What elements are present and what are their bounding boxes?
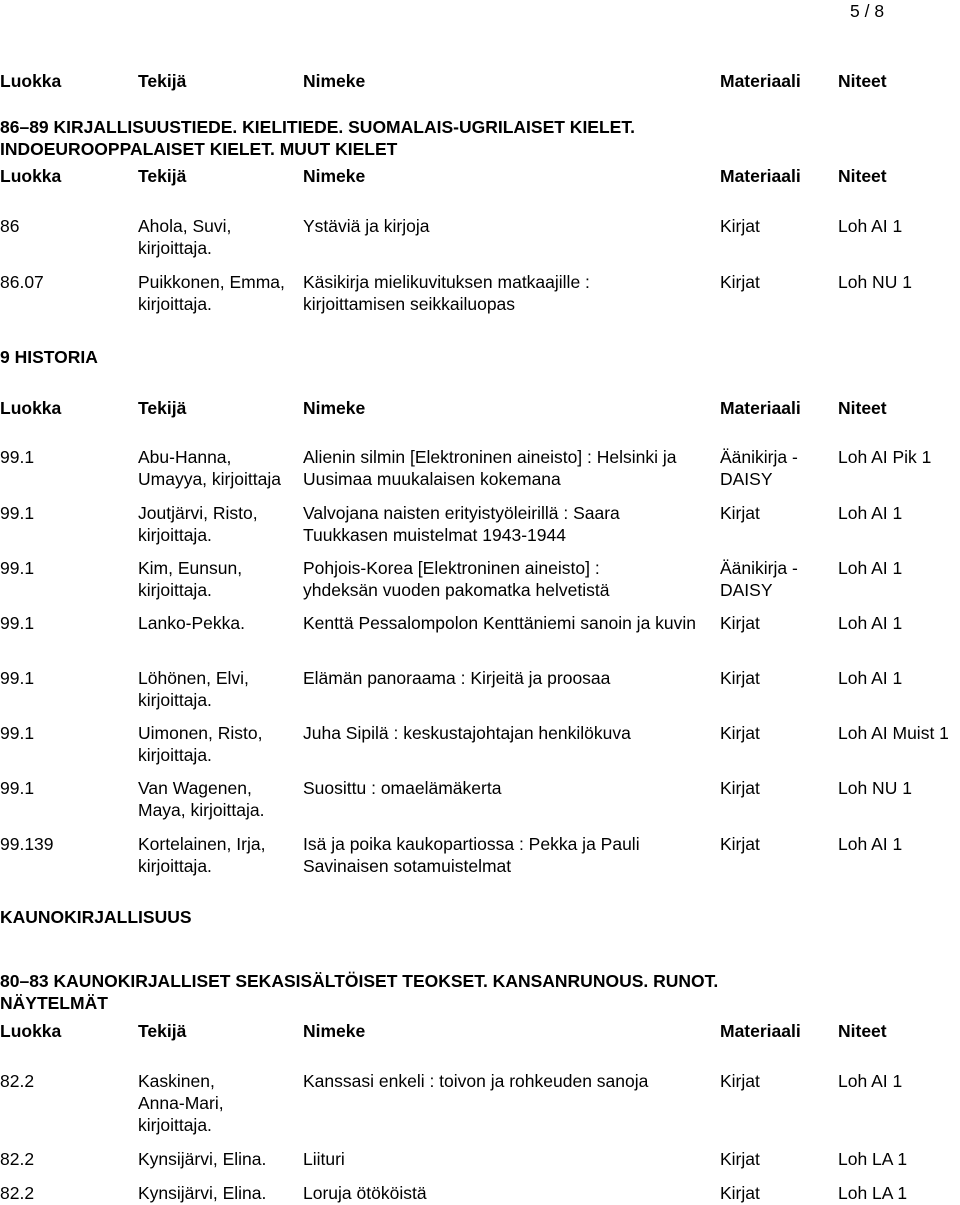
header-materiaali: Materiaali [720, 1021, 801, 1041]
header-nimeke: Nimeke [303, 166, 366, 186]
cell-materiaali: Kirjat [720, 1149, 760, 1169]
cell-materiaali: Kirjat [720, 668, 760, 688]
header-tekija: Tekijä [138, 166, 187, 186]
page-number: 5 / 8 [850, 1, 885, 21]
cell-niteet: Loh NU 1 [838, 272, 912, 292]
cell-tekija: Kaskinen, Anna-Mari, kirjoittaja. [138, 1071, 224, 1135]
cell-luokka: 86 [0, 216, 20, 236]
cell-materiaali: Kirjat [720, 613, 760, 633]
cell-nimeke: Liituri [303, 1149, 345, 1169]
header-nimeke: Nimeke [303, 398, 366, 418]
header-tekija: Tekijä [138, 1021, 187, 1041]
cell-materiaali: Kirjat [720, 778, 760, 798]
cell-tekija: Kortelainen, Irja, kirjoittaja. [138, 834, 266, 876]
cell-tekija: Löhönen, Elvi, kirjoittaja. [138, 668, 249, 710]
cell-luokka: 82.2 [0, 1149, 35, 1169]
cell-tekija: Uimonen, Risto, kirjoittaja. [138, 723, 263, 765]
cell-luokka: 99.1 [0, 723, 35, 743]
cell-niteet: Loh AI Muist 1 [838, 723, 949, 743]
cell-nimeke: Pohjois-Korea [Elektroninen aineisto] : yhdeksän vuoden pakomatka helvetistä [303, 558, 610, 600]
header-niteet: Niteet [838, 166, 887, 186]
header-niteet: Niteet [838, 71, 887, 91]
cell-tekija: Lanko-Pekka. [138, 613, 246, 633]
cell-tekija: Kynsijärvi, Elina. [138, 1183, 267, 1203]
cell-niteet: Loh NU 1 [838, 778, 912, 798]
cell-tekija: Kim, Eunsun, kirjoittaja. [138, 558, 243, 600]
cell-tekija: Joutjärvi, Risto, kirjoittaja. [138, 503, 258, 545]
cell-niteet: Loh AI 1 [838, 216, 903, 236]
cell-materiaali: Äänikirja - DAISY [720, 558, 798, 600]
cell-nimeke: Juha Sipilä : keskustajohtajan henkilökuva [303, 723, 631, 743]
cell-luokka: 99.1 [0, 447, 35, 467]
header-luokka: Luokka [0, 1021, 62, 1041]
cell-luokka: 86.07 [0, 272, 44, 292]
cell-nimeke: Käsikirja mielikuvituksen matkaajille : kirjoittamisen seikkailuopas [303, 272, 590, 314]
header-niteet: Niteet [838, 398, 887, 418]
cell-nimeke: Loruja ötököistä [303, 1183, 427, 1203]
header-tekija: Tekijä [138, 398, 187, 418]
table-header [0, 397, 960, 421]
cell-luokka: 82.2 [0, 1071, 35, 1091]
cell-luokka: 99.139 [0, 834, 54, 854]
cell-materiaali: Kirjat [720, 272, 760, 292]
cell-nimeke: Alienin silmin [Elektroninen aineisto] : Helsinki ja Uusimaa muukalaisen kokemana [303, 447, 677, 489]
header-tekija: Tekijä [138, 71, 187, 91]
cell-nimeke: Kanssasi enkeli : toivon ja rohkeuden sanoja [303, 1071, 649, 1091]
cell-tekija: Ahola, Suvi, kirjoittaja. [138, 216, 232, 258]
cell-nimeke: Elämän panoraama : Kirjeitä ja proosaa [303, 668, 611, 688]
header-luokka: Luokka [0, 166, 62, 186]
cell-materiaali: Kirjat [720, 1071, 760, 1091]
header-luokka: Luokka [0, 398, 62, 418]
cell-nimeke: Isä ja poika kaukopartiossa : Pekka ja Pauli Savinaisen sotamuistelmat [303, 834, 640, 876]
cell-niteet: Loh LA 1 [838, 1183, 908, 1203]
cell-niteet: Loh AI 1 [838, 613, 903, 633]
table-header [0, 70, 960, 94]
header-nimeke: Nimeke [303, 71, 366, 91]
cell-materiaali: Kirjat [720, 503, 760, 523]
header-materiaali: Materiaali [720, 398, 801, 418]
header-materiaali: Materiaali [720, 71, 801, 91]
cell-niteet: Loh AI 1 [838, 668, 903, 688]
section-title-historia: 9 HISTORIA [0, 347, 98, 367]
header-nimeke: Nimeke [303, 1021, 366, 1041]
cell-niteet: Loh AI 1 [838, 503, 903, 523]
cell-nimeke: Ystäviä ja kirjoja [303, 216, 430, 236]
cell-niteet: Loh LA 1 [838, 1149, 908, 1169]
cell-niteet: Loh AI 1 [838, 558, 903, 578]
cell-luokka: 99.1 [0, 613, 35, 633]
cell-nimeke: Valvojana naisten erityistyöleirillä : Saara Tuukkasen muistelmat 1943-1944 [303, 503, 620, 545]
cell-tekija: Van Wagenen, Maya, kirjoittaja. [138, 778, 265, 820]
cell-luokka: 99.1 [0, 503, 35, 523]
cell-materiaali: Kirjat [720, 216, 760, 236]
header-niteet: Niteet [838, 1021, 887, 1041]
cell-niteet: Loh AI 1 [838, 1071, 903, 1091]
section-title-kaunokirjallisuus: KAUNOKIRJALLISUUS [0, 907, 192, 927]
section-title-kaunokirjalliset: 80–83 KAUNOKIRJALLISET SEKASISÄLTÖISET TEOKSET. KANSANRUNOUS. RUNOT. NÄYTELMÄT [0, 971, 719, 1013]
cell-luokka: 99.1 [0, 778, 35, 798]
cell-niteet: Loh AI Pik 1 [838, 447, 932, 467]
cell-luokka: 99.1 [0, 668, 35, 688]
cell-materiaali: Äänikirja - DAISY [720, 447, 798, 489]
cell-materiaali: Kirjat [720, 1183, 760, 1203]
cell-tekija: Kynsijärvi, Elina. [138, 1149, 267, 1169]
cell-materiaali: Kirjat [720, 723, 760, 743]
cell-tekija: Puikkonen, Emma, kirjoittaja. [138, 272, 285, 314]
cell-luokka: 82.2 [0, 1183, 35, 1203]
cell-materiaali: Kirjat [720, 834, 760, 854]
cell-nimeke: Suosittu : omaelämäkerta [303, 778, 502, 798]
cell-niteet: Loh AI 1 [838, 834, 903, 854]
header-materiaali: Materiaali [720, 166, 801, 186]
cell-nimeke: Kenttä Pessalompolon Kenttäniemi sanoin ja kuvin [303, 613, 697, 633]
table-header [0, 165, 960, 189]
cell-tekija: Abu-Hanna, Umayya, kirjoittaja [138, 447, 281, 489]
cell-luokka: 99.1 [0, 558, 35, 578]
section-title-kielitiede: 86–89 KIRJALLISUUSTIEDE. KIELITIEDE. SUOMALAIS-UGRILAISET KIELET. INDOEUROOPPALAISET KIELET. MUUT KIELET [0, 117, 635, 159]
header-luokka: Luokka [0, 71, 62, 91]
table-header [0, 1020, 960, 1044]
